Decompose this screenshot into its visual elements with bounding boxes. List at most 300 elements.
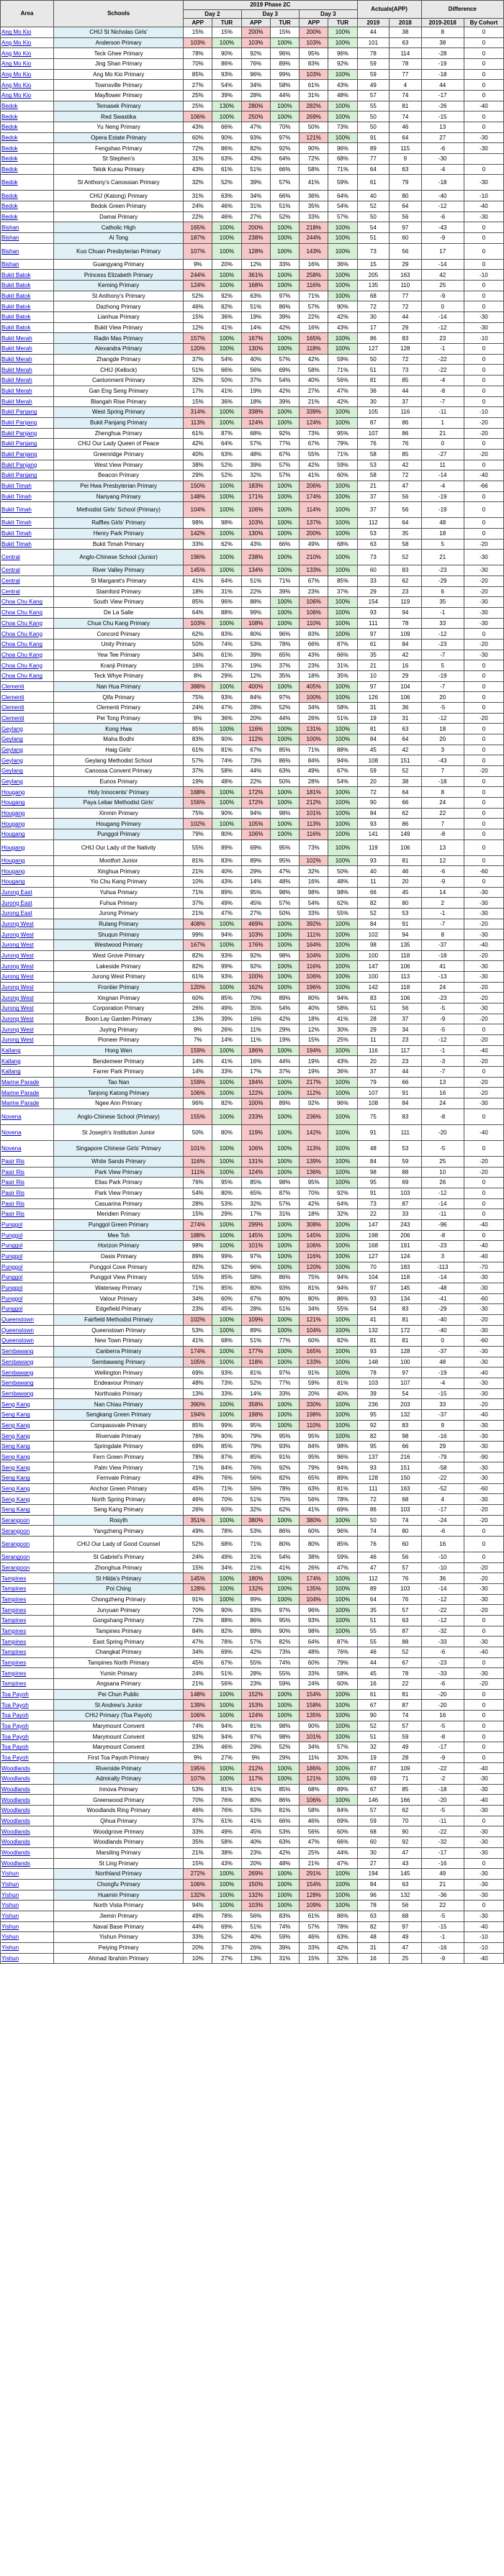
area-link[interactable]: Yishun: [1, 1921, 54, 1932]
area-link[interactable]: Yishun: [1, 1890, 54, 1901]
area-link[interactable]: Seng Kang: [1, 1420, 54, 1431]
area-link[interactable]: Geylang: [1, 734, 54, 745]
area-link[interactable]: Bukit Timah: [1, 491, 54, 502]
actual-2018: 88: [390, 1167, 421, 1178]
area-link[interactable]: Hougang: [1, 866, 54, 877]
area-link[interactable]: Seng Kang: [1, 1462, 54, 1473]
area-link[interactable]: Serangoon: [1, 1552, 54, 1563]
area-link[interactable]: Bukit Panjang: [1, 460, 54, 470]
table-row: [1, 122, 504, 133]
day3b-app: 18%: [300, 1014, 328, 1024]
area-link[interactable]: Ang Mo Kio: [1, 59, 54, 70]
area-link[interactable]: Woodlands: [1, 1763, 54, 1774]
area-link[interactable]: Clementi: [1, 692, 54, 703]
day2-tur: 100%: [212, 243, 241, 259]
day3a-tur: 100%: [270, 1088, 299, 1098]
area-link[interactable]: Seng Kang: [1, 1483, 54, 1494]
area-link[interactable]: Punggol: [1, 1219, 54, 1230]
area-link[interactable]: Serangoon: [1, 1526, 54, 1537]
area-link[interactable]: Hougang: [1, 798, 54, 809]
diff-2019-2018: -28: [421, 48, 464, 59]
area-link[interactable]: Choa Chu Kang: [1, 629, 54, 640]
day3b-app: 106%: [300, 597, 328, 608]
area-link[interactable]: Geylang: [1, 766, 54, 777]
day2-app: 55%: [184, 839, 212, 855]
diff-by-cohort: -20: [464, 1088, 503, 1098]
area-link[interactable]: Tampines: [1, 1605, 54, 1616]
day2-app: 31%: [184, 154, 212, 165]
area-link[interactable]: Pasir Ris: [1, 1156, 54, 1167]
area-link[interactable]: Seng Kang: [1, 1452, 54, 1462]
school-name: Xinmin Primary: [54, 808, 184, 819]
area-link[interactable]: Geylang: [1, 745, 54, 755]
area-link[interactable]: Kallang: [1, 1067, 54, 1078]
day2-tur: 53%: [212, 1198, 241, 1209]
day3b-tur: 100%: [328, 491, 357, 502]
area-link[interactable]: Pasir Ris: [1, 1188, 54, 1198]
area-link[interactable]: Yishun: [1, 1942, 54, 1953]
area-link[interactable]: Marine Parade: [1, 1077, 54, 1088]
area-link[interactable]: Jurong East: [1, 909, 54, 919]
area-link[interactable]: Hougang: [1, 855, 54, 866]
day3b-tur: 100%: [328, 1721, 357, 1731]
school-name: Meridien Primary: [54, 1209, 184, 1220]
area-link[interactable]: Toa Payoh: [1, 1742, 54, 1753]
diff-by-cohort: -30: [464, 1584, 503, 1595]
area-link[interactable]: Clementi: [1, 681, 54, 692]
school-name: Pei Chun Public: [54, 1689, 184, 1700]
day2-app: 37%: [184, 766, 212, 777]
day2-tur: 100%: [212, 281, 241, 291]
area-link[interactable]: Seng Kang: [1, 1399, 54, 1410]
area-link[interactable]: Jurong West: [1, 1024, 54, 1035]
area-link[interactable]: Sembawang: [1, 1367, 54, 1378]
actual-2019: 127: [357, 344, 389, 355]
area-link[interactable]: Hougang: [1, 819, 54, 829]
area-link[interactable]: Jurong West: [1, 961, 54, 972]
area-link[interactable]: Bukit Timah: [1, 481, 54, 491]
area-link[interactable]: Jurong West: [1, 919, 54, 929]
area-link[interactable]: Tampines: [1, 1616, 54, 1626]
area-link[interactable]: Punggol: [1, 1283, 54, 1293]
actual-2018: 66: [390, 1441, 421, 1452]
actual-2018: 74: [390, 1711, 421, 1721]
day3a-app: 81%: [241, 1367, 270, 1378]
area-link[interactable]: Toa Payoh: [1, 1731, 54, 1742]
area-link[interactable]: Queenstown: [1, 1336, 54, 1347]
area-link[interactable]: Bukit Batok: [1, 291, 54, 301]
area-link[interactable]: Clementi: [1, 713, 54, 724]
area-link[interactable]: Tampines: [1, 1679, 54, 1690]
area-link[interactable]: Marine Parade: [1, 1098, 54, 1109]
day2-tur: 100%: [212, 1156, 241, 1167]
area-link[interactable]: Yishun: [1, 1901, 54, 1911]
day3a-tur: 57%: [270, 175, 299, 191]
area-link[interactable]: Pasir Ris: [1, 1198, 54, 1209]
area-link[interactable]: Toa Payoh: [1, 1752, 54, 1763]
area-link[interactable]: Geylang: [1, 776, 54, 787]
area-link[interactable]: Woodlands: [1, 1816, 54, 1826]
area-link[interactable]: Sembawang: [1, 1378, 54, 1388]
school-name: Hougang Primary: [54, 819, 184, 829]
actual-2018: 74: [390, 111, 421, 122]
area-link[interactable]: Ang Mo Kio: [1, 37, 54, 48]
diff-by-cohort: -20: [464, 1014, 503, 1024]
day2-app: 148%: [184, 1689, 212, 1700]
day3b-tur: 59%: [328, 354, 357, 365]
actual-2018: 111: [390, 1124, 421, 1140]
area-link[interactable]: Woodlands: [1, 1774, 54, 1785]
area-link[interactable]: Ang Mo Kio: [1, 80, 54, 91]
day2-tur: 50%: [212, 376, 241, 386]
day3a-app: 171%: [241, 491, 270, 502]
area-link[interactable]: Punggol: [1, 1241, 54, 1252]
area-link[interactable]: Bukit Timah: [1, 539, 54, 550]
day3a-tur: 63%: [270, 1837, 299, 1848]
area-link[interactable]: Central: [1, 586, 54, 597]
area-link[interactable]: Bishan: [1, 233, 54, 244]
actual-2019: 32: [357, 1742, 389, 1753]
diff-by-cohort: -20: [464, 1573, 503, 1584]
area-link[interactable]: Seng Kang: [1, 1505, 54, 1516]
school-name: Concord Primary: [54, 629, 184, 640]
day3b-tur: 57%: [328, 211, 357, 222]
area-link[interactable]: Novena: [1, 1124, 54, 1140]
day2-tur: 100%: [212, 1890, 241, 1901]
area-link[interactable]: Bukit Panjang: [1, 417, 54, 428]
day3b-tur: 100%: [328, 291, 357, 301]
area-link[interactable]: Yishun: [1, 1879, 54, 1890]
area-link[interactable]: Woodlands: [1, 1826, 54, 1837]
day2-tur: 37%: [212, 1942, 241, 1953]
header-day3b: Day 3: [300, 10, 358, 19]
area-link[interactable]: Jurong West: [1, 982, 54, 993]
day3a-tur: 67%: [270, 449, 299, 460]
day3b-tur: 100%: [328, 607, 357, 618]
actual-2019: 57: [357, 91, 389, 101]
area-link[interactable]: Yishun: [1, 1869, 54, 1880]
area-link[interactable]: Jurong West: [1, 950, 54, 961]
table-row: [1, 1388, 504, 1399]
diff-by-cohort: -30: [464, 143, 503, 154]
day3b-app: 63%: [300, 1483, 328, 1494]
area-link[interactable]: Central: [1, 550, 54, 565]
area-link[interactable]: Ang Mo Kio: [1, 91, 54, 101]
area-link[interactable]: Serangoon: [1, 1537, 54, 1552]
table-row: [1, 766, 504, 777]
diff-2019-2018: -20: [421, 1700, 464, 1711]
area-link[interactable]: Bukit Panjang: [1, 449, 54, 460]
area-link[interactable]: Bukit Timah: [1, 528, 54, 539]
area-link[interactable]: Bedok: [1, 132, 54, 143]
area-link[interactable]: Jurong West: [1, 993, 54, 1003]
diff-by-cohort: 0: [464, 1526, 503, 1537]
area-link[interactable]: Choa Chu Kang: [1, 660, 54, 671]
school-name: Montfort Junior: [54, 855, 184, 866]
day3a-tur: 100%: [270, 787, 299, 798]
area-link[interactable]: Punggol: [1, 1273, 54, 1283]
area-link[interactable]: Punggol: [1, 1293, 54, 1304]
day3b-app: 40%: [300, 376, 328, 386]
day3b-app: 101%: [300, 808, 328, 819]
area-link[interactable]: Bedok: [1, 201, 54, 212]
area-link[interactable]: Kallang: [1, 1045, 54, 1056]
area-link[interactable]: Seng Kang: [1, 1473, 54, 1483]
area-link[interactable]: Woodlands: [1, 1795, 54, 1806]
day3b-app: 65%: [300, 1473, 328, 1483]
area-link[interactable]: Woodlands: [1, 1847, 54, 1858]
actual-2018: 163: [390, 270, 421, 281]
area-link[interactable]: Choa Chu Kang: [1, 670, 54, 681]
area-link[interactable]: Novena: [1, 1140, 54, 1156]
area-link[interactable]: Bukit Batok: [1, 301, 54, 312]
area-link[interactable]: Serangoon: [1, 1562, 54, 1573]
day3b-app: 200%: [300, 528, 328, 539]
area-link[interactable]: Ang Mo Kio: [1, 27, 54, 38]
day3a-tur: 100%: [270, 961, 299, 972]
day3a-app: 41%: [241, 1816, 270, 1826]
area-link[interactable]: Bukit Merah: [1, 396, 54, 407]
area-link[interactable]: Pasir Ris: [1, 1209, 54, 1220]
area-link[interactable]: Geylang: [1, 755, 54, 766]
day3b-app: 206%: [300, 481, 328, 491]
area-link[interactable]: Novena: [1, 1109, 54, 1124]
area-link[interactable]: Bedok: [1, 211, 54, 222]
day2-tur: 100%: [212, 982, 241, 993]
day3a-tur: 77%: [270, 439, 299, 450]
area-link[interactable]: Bukit Merah: [1, 354, 54, 365]
area-link[interactable]: Toa Payoh: [1, 1711, 54, 1721]
area-link[interactable]: Jurong West: [1, 1014, 54, 1024]
area-link[interactable]: Hougang: [1, 877, 54, 888]
area-link[interactable]: Tampines: [1, 1657, 54, 1668]
area-link[interactable]: Ang Mo Kio: [1, 48, 54, 59]
area-link[interactable]: Hougang: [1, 808, 54, 819]
diff-2019-2018: 0: [421, 439, 464, 450]
diff-by-cohort: 0: [464, 518, 503, 529]
day2-tur: 36%: [212, 396, 241, 407]
actual-2018: 44: [390, 1067, 421, 1078]
area-link[interactable]: Bedok: [1, 154, 54, 165]
area-link[interactable]: Tampines: [1, 1573, 54, 1584]
area-link[interactable]: Bukit Timah: [1, 518, 54, 529]
area-link[interactable]: Bukit Merah: [1, 344, 54, 355]
table-row: [1, 629, 504, 640]
area-link[interactable]: Sembawang: [1, 1357, 54, 1367]
area-link[interactable]: Woodlands: [1, 1858, 54, 1869]
actual-2019: 58: [357, 470, 389, 481]
actual-2019: 73: [357, 243, 389, 259]
area-link[interactable]: Central: [1, 575, 54, 586]
day3a-tur: 57%: [270, 898, 299, 909]
area-link[interactable]: Geylang: [1, 724, 54, 734]
area-link[interactable]: Choa Chu Kang: [1, 639, 54, 650]
diff-2019-2018: -23: [421, 565, 464, 576]
diff-by-cohort: 0: [464, 1731, 503, 1742]
day3a-app: 172%: [241, 787, 270, 798]
area-link[interactable]: Bedok: [1, 143, 54, 154]
day2-tur: 85%: [212, 1273, 241, 1283]
diff-by-cohort: 0: [464, 855, 503, 866]
actual-2019: 89: [357, 143, 389, 154]
area-link[interactable]: Bukit Merah: [1, 386, 54, 396]
diff-2019-2018: 18: [421, 528, 464, 539]
area-link[interactable]: Seng Kang: [1, 1409, 54, 1420]
area-link[interactable]: Choa Chu Kang: [1, 607, 54, 618]
area-link[interactable]: Bukit Panjang: [1, 439, 54, 450]
day3a-tur: 98%: [270, 1721, 299, 1731]
area-link[interactable]: Toa Payoh: [1, 1721, 54, 1731]
area-link[interactable]: Sembawang: [1, 1346, 54, 1357]
school-name: Sembawang Primary: [54, 1357, 184, 1367]
actual-2019: 90: [357, 798, 389, 809]
area-link[interactable]: Clementi: [1, 702, 54, 713]
area-link[interactable]: Woodlands: [1, 1806, 54, 1816]
area-link[interactable]: Bedok: [1, 111, 54, 122]
area-link[interactable]: Bedok: [1, 191, 54, 201]
area-link[interactable]: Queenstown: [1, 1325, 54, 1336]
area-link[interactable]: Bukit Batok: [1, 322, 54, 333]
area-link[interactable]: Punggol: [1, 1230, 54, 1241]
area-link[interactable]: Jurong West: [1, 1003, 54, 1014]
area-link[interactable]: Bedok: [1, 164, 54, 175]
area-link[interactable]: Woodlands: [1, 1837, 54, 1848]
day3b-app: 90%: [300, 1721, 328, 1731]
area-link[interactable]: Tampines: [1, 1647, 54, 1658]
day3b-tur: 100%: [328, 787, 357, 798]
school-name: Elias Park Primary: [54, 1178, 184, 1188]
area-link[interactable]: Bishan: [1, 222, 54, 233]
actual-2018: 183: [390, 1262, 421, 1273]
day3a-app: 84%: [241, 692, 270, 703]
diff-2019-2018: -5: [421, 1024, 464, 1035]
area-link[interactable]: Bukit Batok: [1, 312, 54, 323]
area-link[interactable]: Bedok: [1, 101, 54, 111]
day3a-app: 19%: [241, 660, 270, 671]
area-link[interactable]: Jurong West: [1, 940, 54, 951]
actual-2018: 243: [390, 1219, 421, 1230]
day3a-tur: 39%: [270, 312, 299, 323]
day2-app: 89%: [184, 1251, 212, 1262]
table-row: [1, 1679, 504, 1690]
area-link[interactable]: Seng Kang: [1, 1441, 54, 1452]
area-link[interactable]: Bishan: [1, 243, 54, 259]
day3a-app: 51%: [241, 575, 270, 586]
day3b-app: 33%: [300, 211, 328, 222]
area-link[interactable]: Seng Kang: [1, 1431, 54, 1442]
day2-tur: 54%: [212, 354, 241, 365]
area-link[interactable]: Bukit Merah: [1, 365, 54, 376]
area-link[interactable]: Marine Parade: [1, 1088, 54, 1098]
day3a-app: 28%: [241, 1668, 270, 1679]
day3b-tur: 31%: [328, 660, 357, 671]
area-link[interactable]: Jurong West: [1, 929, 54, 940]
area-link[interactable]: Bukit Panjang: [1, 470, 54, 481]
day2-app: 82%: [184, 961, 212, 972]
area-link[interactable]: Bukit Batok: [1, 281, 54, 291]
area-link[interactable]: Tampines: [1, 1594, 54, 1605]
area-link[interactable]: Bedok: [1, 122, 54, 133]
day2-tur: 47%: [212, 702, 241, 713]
day3b-tur: 67%: [328, 766, 357, 777]
area-link[interactable]: Ang Mo Kio: [1, 69, 54, 80]
area-link[interactable]: Bukit Merah: [1, 333, 54, 344]
area-link[interactable]: Tampines: [1, 1668, 54, 1679]
area-link[interactable]: Bukit Merah: [1, 376, 54, 386]
area-link[interactable]: Punggol: [1, 1251, 54, 1262]
area-link[interactable]: Jurong West: [1, 1035, 54, 1046]
area-link[interactable]: Bukit Panjang: [1, 407, 54, 418]
day3b-app: 41%: [300, 1505, 328, 1516]
area-link[interactable]: Jurong East: [1, 898, 54, 909]
area-link[interactable]: Toa Payoh: [1, 1700, 54, 1711]
day3a-tur: 100%: [270, 233, 299, 244]
area-link[interactable]: Bukit Panjang: [1, 428, 54, 439]
area-link[interactable]: Choa Chu Kang: [1, 597, 54, 608]
area-link[interactable]: Choa Chu Kang: [1, 618, 54, 629]
diff-by-cohort: -30: [464, 1304, 503, 1315]
diff-by-cohort: 0: [464, 301, 503, 312]
area-link[interactable]: Jurong West: [1, 972, 54, 983]
area-link[interactable]: Jurong East: [1, 887, 54, 898]
area-link[interactable]: Toa Payoh: [1, 1689, 54, 1700]
diff-by-cohort: [464, 154, 503, 165]
diff-by-cohort: -20: [464, 1314, 503, 1325]
area-link[interactable]: Yishun: [1, 1953, 54, 1964]
area-link[interactable]: Punggol: [1, 1304, 54, 1315]
diff-2019-2018: -24: [421, 1515, 464, 1526]
diff-2019-2018: -12: [421, 1594, 464, 1605]
day2-app: 47%: [184, 1637, 212, 1647]
area-link[interactable]: Bishan: [1, 259, 54, 270]
area-link[interactable]: Yishun: [1, 1911, 54, 1921]
area-link[interactable]: Hougang: [1, 839, 54, 855]
table-row: [1, 1241, 504, 1252]
diff-by-cohort: -40: [464, 1763, 503, 1774]
area-link[interactable]: Tampines: [1, 1637, 54, 1647]
school-name: Nan Chiau Primary: [54, 1399, 184, 1410]
area-link[interactable]: Bukit Batok: [1, 270, 54, 281]
diff-2019-2018: 0: [421, 1336, 464, 1347]
area-link[interactable]: Bedok: [1, 175, 54, 191]
day3b-app: 23%: [300, 586, 328, 597]
day2-tur: 100%: [212, 1700, 241, 1711]
area-link[interactable]: Pasir Ris: [1, 1178, 54, 1188]
area-link[interactable]: Bukit Timah: [1, 502, 54, 518]
area-link[interactable]: Kallang: [1, 1056, 54, 1067]
area-link[interactable]: Seng Kang: [1, 1494, 54, 1505]
diff-by-cohort: -30: [464, 597, 503, 608]
area-link[interactable]: Pasir Ris: [1, 1167, 54, 1178]
area-link[interactable]: Woodlands: [1, 1784, 54, 1795]
area-link[interactable]: Tampines: [1, 1584, 54, 1595]
area-link[interactable]: Central: [1, 565, 54, 576]
area-link[interactable]: Yishun: [1, 1932, 54, 1943]
day3b-app: 210%: [300, 550, 328, 565]
area-link[interactable]: Tampines: [1, 1626, 54, 1637]
area-link[interactable]: Serangoon: [1, 1515, 54, 1526]
area-link[interactable]: Choa Chu Kang: [1, 650, 54, 660]
school-name: Woodlands Ring Primary: [54, 1806, 184, 1816]
area-link[interactable]: Hougang: [1, 829, 54, 840]
actual-2018: 64: [390, 132, 421, 143]
area-link[interactable]: Sembawang: [1, 1388, 54, 1399]
area-link[interactable]: Punggol: [1, 1262, 54, 1273]
actual-2018: 46: [390, 122, 421, 133]
area-link[interactable]: Queenstown: [1, 1314, 54, 1325]
diff-2019-2018: 0: [421, 301, 464, 312]
area-link[interactable]: Hougang: [1, 787, 54, 798]
